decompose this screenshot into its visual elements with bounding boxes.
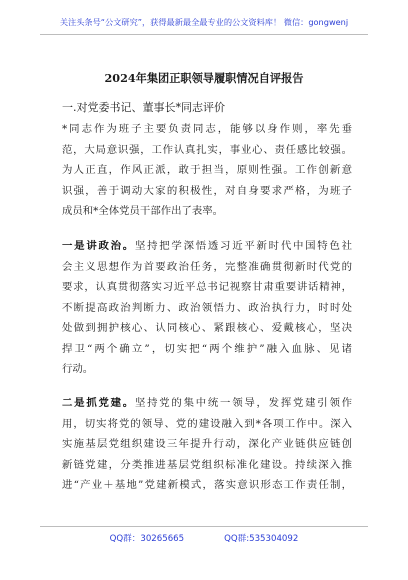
footer-qq-group-2: QQ群:535304092 [224,534,299,544]
paragraph-first-line [62,236,352,257]
paragraph-line: 成员和*全体党员干部作出了表率。 [62,205,224,217]
footer [0,532,408,544]
footer-divider [40,526,368,527]
paragraph-line: 行动。 [62,363,94,375]
paragraph-line: 不断提高政治判断力、政治领悟力、政治执行力，时时处 [62,301,352,314]
header-divider [40,34,368,35]
paragraph-line: 进“产业＋基地”党建新模式，落实意识形态工作责任制， [62,479,352,491]
footer-qq-group-1: QQ群：30265665 [109,534,185,544]
document-title: 2024年集团正职领导履职情况自评报告 [104,71,304,85]
paragraph-line: 新链党建，分类推进基层党组织标准化建设。持续深入推 [62,458,352,471]
paragraph-line: 为人正直，作风正派，敢于担当，原则性强。工作创新意 [62,164,352,176]
paragraph-evaluation [62,119,352,222]
header-banner: 关注头条号“公文研究”，获得最新最全最专业的公文资料库！ 微信：gongwenj [59,17,349,27]
paragraph-line: 用，切实将党的领导、党的建设融入到*各项工作中。深入 [62,417,352,430]
paragraph-lead: 一是讲政治。 [62,240,135,252]
paragraph-line-text: 坚持党的集中统一领导，发挥党建引领作 [134,397,353,409]
paragraph-line: 要求，认真贯彻落实习近平总书记视察甘肃重要讲话精神， [62,281,352,293]
paragraph-line-text: 坚持把学深悟透习近平新时代中国特色社 [134,240,353,252]
paragraph-line: 捍卫“两个确立”，切实把“两个维护”融入血脉、见诸 [62,342,352,355]
paragraph-first-line [62,393,352,414]
paragraph-party-building [62,393,352,496]
paragraph-line: 范，大局意识强，工作认真扎实，事业心、责任感比较强。 [62,143,352,156]
paragraph-politics [62,236,352,380]
paragraph-line: 实施基层党组织建设三年提升行动，深化产业链供应链创 [62,438,352,450]
paragraph-line: *同志作为班子主要负责同志，能够以身作则，率先垂 [62,123,352,135]
paragraph-line: 识强，善于调动大家的积极性，对自身要求严格，为班子 [62,184,352,197]
paragraph-line: 处做到拥护核心、认同核心、紧跟核心、爱戴核心，坚决 [62,322,352,334]
section-heading: 一.对党委书记、董事长*同志评价 [62,101,225,114]
paragraph-line: 会主义思想作为首要政治任务，完整准确贯彻新时代党的 [62,260,352,273]
paragraph-lead: 二是抓党建。 [62,397,135,409]
